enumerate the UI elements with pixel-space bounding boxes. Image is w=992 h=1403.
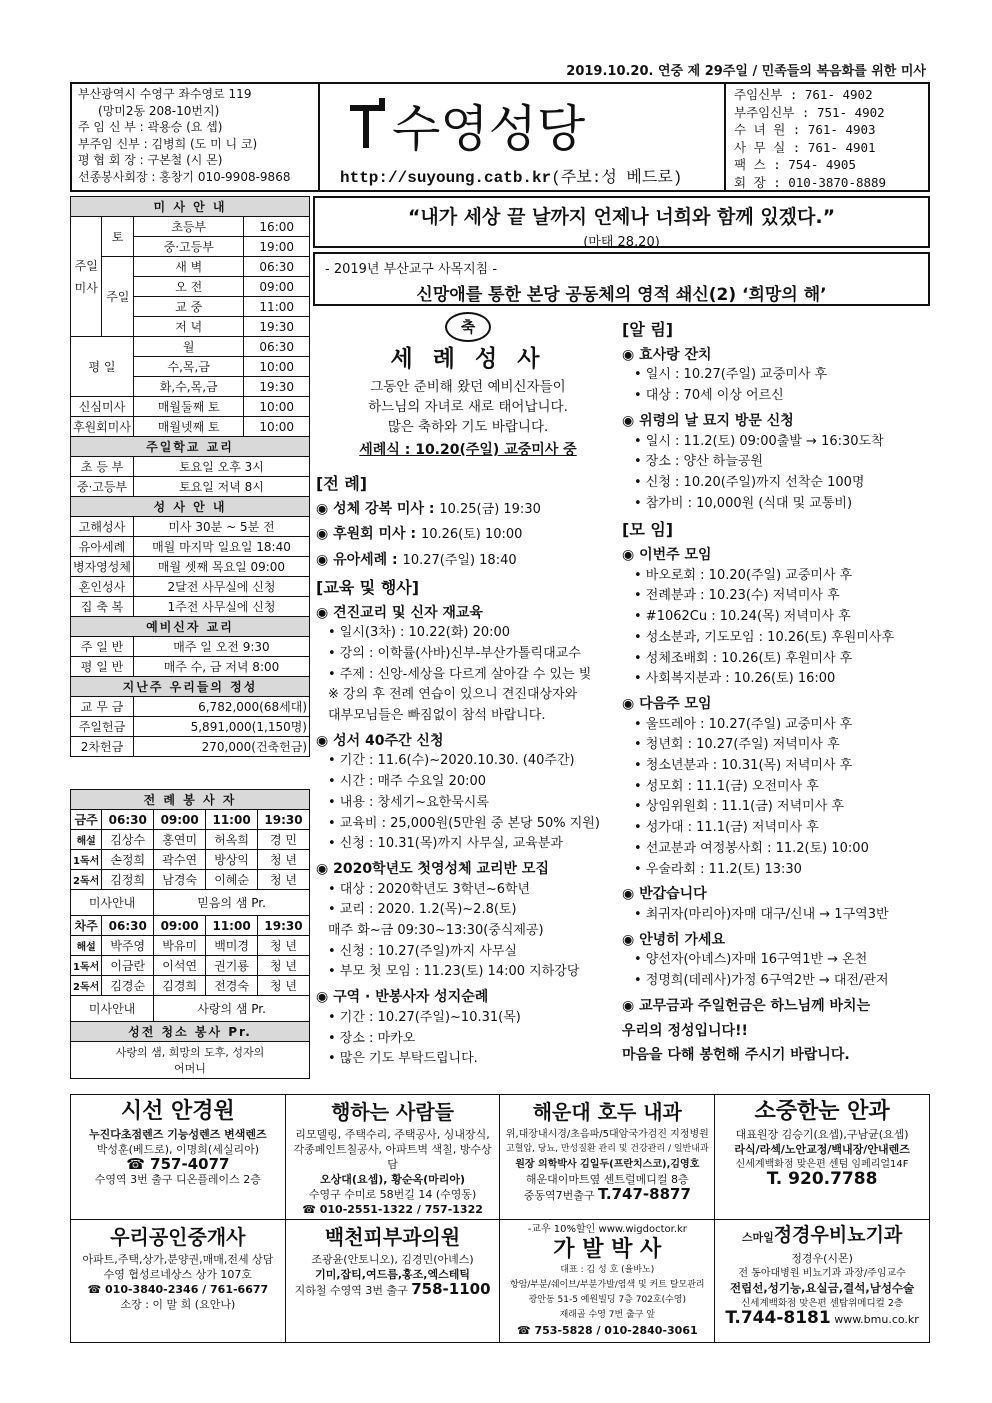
notice-item: • 상임위원회 : 11.1(금) 저녁미사 후 (634, 799, 844, 815)
quote-text: “내가 세상 끝 날까지 언제나 너희와 함께 있겠다.” (407, 206, 836, 228)
notice-title-text: ◉ 견진교리 및 신자 재교육 (316, 604, 483, 621)
ad-title: 소중한눈 안과 (754, 1099, 890, 1124)
server-time: 09:00 (154, 916, 206, 936)
sacrament-name: 혼인성사 (71, 577, 134, 597)
liturgy-servers (70, 789, 310, 1079)
notice-title (622, 545, 930, 566)
parish-info-line: (망미2동 208-10번지) (98, 103, 220, 118)
sacrament-name: 집 축 복 (71, 597, 134, 617)
guide-label: 미사안내 (71, 996, 154, 1022)
sacrament-name: 고해성사 (71, 517, 134, 537)
ad-line: 수영구 수미로 58번길 14 (수영동) (308, 1188, 477, 1201)
catechumen-title: 예비신자 교리 (71, 617, 310, 637)
mass-day: 매월넷째 토 (133, 417, 243, 437)
week-label: 금주 (71, 810, 102, 830)
notice-title-text: ◉ 교무금과 주일헌금은 하느님께 바치는 (622, 997, 871, 1014)
server-name: 박주영 (102, 936, 154, 956)
logo-text: 수영성당 (392, 100, 586, 158)
server-time: 11:00 (206, 916, 258, 936)
role: 2독서 (71, 976, 102, 996)
notice-title-text: ◉ 위령의 날 묘지 방문 신청 (622, 412, 794, 429)
ad-line: 정경우(시몬) (791, 1252, 853, 1265)
ad-title: 우리공인중개사 (110, 1225, 246, 1249)
ad-line: 조광윤(안토니오), 김경민(아녜스) (311, 1253, 474, 1266)
mass-time: 19:00 (244, 237, 310, 257)
offering-amount: 5,891,000(1,150명) (133, 717, 309, 737)
notice-item: • 많은 기도 부탁드립니다. (328, 1051, 478, 1067)
class-time: 토요일 오후 3시 (133, 457, 309, 477)
notice-item: • 최귀자(마리아)자매 대구/신내 → 1구역3반 (634, 906, 889, 922)
notice-title (622, 345, 930, 366)
notice-item: 대부모님들은 빠짐없이 참석 바랍니다. (328, 708, 546, 724)
mass-time: 10:00 (244, 417, 310, 437)
mass-name: 오 전 (133, 277, 243, 297)
offering-amount: 270,000(건축헌금) (133, 737, 309, 757)
ad-interior[interactable] (285, 1095, 500, 1220)
server-time: 19:30 (258, 810, 310, 830)
ad-line: 스마일 (741, 1231, 774, 1244)
servers-title: 전 례 봉 사 자 (71, 790, 310, 810)
sunday-mass-label: 주일미사 (71, 217, 102, 337)
saturday-label: 토 (102, 217, 133, 257)
parish-info-line: 부주임 신부 : 김병희 (도 미 니 코) (78, 136, 258, 151)
notice-item: • 주제 : 신앙-세상을 다르게 살아갈 수 있는 빛 (328, 666, 592, 682)
notice-title-text: ◉ 성체 강복 미사 : (316, 500, 440, 517)
mass-time: 09:00 (244, 277, 310, 297)
section-heading: [알 림] (622, 320, 674, 339)
quote-reference: (마태 28,20) (583, 235, 660, 250)
server-name: 남경숙 (154, 870, 206, 890)
notice-item: • 신청 : 10.27(주일)까지 사무실 (328, 943, 517, 959)
notice-title (316, 859, 616, 880)
right-notices (622, 314, 930, 1066)
ad-clinic[interactable] (500, 1095, 715, 1220)
ad-line: 신세계백화점 맞은편 센텀 임페리얼14F (735, 1159, 909, 1170)
mass-name: 수,목,금 (133, 357, 243, 377)
ad-line: 아파트,주택,상가,분양권,매매,전세 상담 (82, 1253, 274, 1266)
baptism-line: 하느님의 자녀로 새로 태어납니다. (368, 399, 568, 415)
ad-dermatology[interactable] (285, 1220, 500, 1343)
server-name: 박유미 (154, 936, 206, 956)
mass-day: 매월둘째 토 (133, 397, 243, 417)
ad-line: 수영역 3번 출구 디온플레이스 2층 (94, 1173, 261, 1186)
notice-title (622, 694, 930, 715)
guideline-heading: - 2019년 부산교구 사목지침 - (325, 262, 498, 277)
server-name: 경 민 (258, 830, 310, 850)
notice-item: • 장소 : 마카오 (328, 1030, 416, 1046)
ad-line: 항암/부분/쉐이브/부분가발/염색 및 커트 탈모관리 (510, 1280, 705, 1290)
ad-phone: T.747-8877 (597, 1185, 691, 1203)
notice-title (622, 1021, 930, 1042)
baptism-title: 세 례 성 사 (390, 346, 546, 372)
notice-item: • 정명희(데레사)가정 6구역2반 → 대전/관저 (634, 973, 889, 989)
sacrament-name: 병자영성체 (71, 557, 134, 577)
masthead (70, 82, 930, 192)
notice-detail: 10.25(금) 19:30 (439, 501, 541, 517)
role: 1독서 (71, 850, 102, 870)
class-time: 매주 수, 금 저녁 8:00 (133, 657, 309, 677)
ad-line: -교우 10%할인 www.wigdoctor.kr (527, 1224, 687, 1235)
ad-line: 라식/라섹/노안교정/백내장/안내렌즈 (734, 1143, 910, 1156)
pastoral-guideline (313, 252, 930, 306)
notice-item: • 대상 : 70세 이상 어르신 (634, 388, 784, 404)
sunday-school-title: 주일학교 교리 (71, 437, 310, 457)
server-name: 김정희 (102, 870, 154, 890)
mass-time: 10:00 (244, 357, 310, 377)
mass-time: 19:30 (244, 377, 310, 397)
ad-title: 시선 안경원 (120, 1099, 235, 1124)
server-name: 청 년 (258, 850, 310, 870)
role: 2독서 (71, 870, 102, 890)
server-time: 19:30 (258, 916, 310, 936)
notice-title-text: ◉ 구역 · 반봉사자 성지순례 (316, 989, 489, 1006)
server-time: 06:30 (102, 810, 154, 830)
role: 해설 (71, 830, 102, 850)
ad-line: 위,대장내시경/초음파/5대암국가검진 지정병원 (505, 1129, 709, 1140)
ad-phone: ☎ 010-3840-2346 / 761-6677 (87, 1283, 269, 1296)
ad-wig[interactable] (500, 1220, 715, 1343)
notice-title (622, 411, 930, 432)
parish-info-line: 주 임 신 부 : 곽용승 (요 셉) (78, 120, 223, 134)
notice-item: • 성모회 : 11.1(금) 오전미사 후 (634, 778, 819, 794)
contact-line: 수 녀 원 : 761- 4903 (734, 122, 876, 137)
ad-line: 원장 의학박사 김일두(프란치스코),김영호 (515, 1159, 700, 1170)
notice-title (622, 1045, 930, 1066)
notice-item: • 성체조배회 : 10.26(토) 후원미사 후 (634, 650, 853, 666)
notice-title-text: ◉ 성서 40주간 신청 (316, 732, 444, 749)
offering-amount: 6,782,000(68세대) (133, 697, 309, 717)
notice-title-text: ◉ 후원회 미사 : (316, 526, 421, 543)
website[interactable] (340, 164, 682, 187)
ad-phone: ☎ 753-5828 / 010-2840-3061 (516, 1324, 698, 1337)
notice-item: • 교육비 : 25,000원(5만원 중 본당 50% 지원) (328, 815, 600, 831)
notice-item: • 일시 : 10.27(주일) 교중미사 후 (634, 367, 828, 383)
parish-logo (332, 88, 712, 158)
mass-name: 후원회미사 (71, 417, 134, 437)
notice-item: • 참가비 : 10,000원 (식대 및 교통비) (634, 495, 853, 511)
notice-item: • 일시 : 11.2(토) 09:00출발 → 16:30도착 (634, 433, 884, 449)
class-time: 토요일 저녁 8시 (133, 477, 309, 497)
mass-name: 새 벽 (133, 257, 243, 277)
ad-urology[interactable] (715, 1220, 930, 1343)
mass-name: 화,수,목,금 (133, 377, 243, 397)
server-name: 방상익 (206, 850, 258, 870)
guide-group: 사랑의 샘 Pr. (154, 996, 310, 1022)
week-label: 차주 (71, 916, 102, 936)
mass-time: 06:30 (244, 337, 310, 357)
patron-saint: (주보:성 베드로) (551, 169, 683, 187)
notice-item: • 장소 : 양산 하늘공원 (634, 454, 764, 470)
notice-title-text: ◉ 안녕히 가세요 (622, 931, 726, 948)
notice-title-text: ◉ 유아세례 : (316, 552, 403, 569)
notice-item: • 시간 : 매주 수요일 20:00 (328, 774, 487, 790)
ad-line: 누진다초점렌즈 기능성렌즈 변색렌즈 (89, 1128, 267, 1141)
notice-title (316, 499, 616, 521)
sacrament-title: 성 사 안 내 (71, 497, 310, 517)
baptism-line: 많은 축하와 기도 바랍니다. (387, 419, 549, 435)
notice-title-text: 우리의 정성입니다!! (622, 1022, 748, 1039)
mass-name: 교 중 (133, 297, 243, 317)
server-name: 청 년 (258, 936, 310, 956)
section-heading: [교육 및 행사] (316, 577, 420, 597)
guideline-title: 신망애를 통한 본당 공동체의 영적 쇄신(2) ‘희망의 해’ (416, 285, 827, 305)
ad-title: 정경우비뇨기과 (773, 1224, 903, 1246)
mass-name: 초등부 (133, 217, 243, 237)
weekday-label: 평 일 (71, 337, 134, 397)
website-url[interactable]: http://suyoung.catb.kr (340, 169, 552, 187)
server-name: 김상수 (102, 830, 154, 850)
ad-phone: ☎ 010-2551-1322 / 757-1322 (302, 1203, 483, 1216)
server-name: 김경희 (154, 976, 206, 996)
ad-title: 해운대 호두 내과 (532, 1100, 682, 1124)
ad-title: 백천피부과의원 (324, 1225, 461, 1249)
ad-phone: ☎ 757-4077 (126, 1155, 230, 1173)
role: 해설 (71, 936, 102, 956)
server-name: 청 년 (258, 956, 310, 976)
mass-time: 10:00 (244, 397, 310, 417)
notice-title-text: 마음을 다해 봉헌해 주시기 바랍니다. (622, 1047, 850, 1064)
server-name: 이석연 (154, 956, 206, 976)
offering-name: 교 무 금 (71, 697, 134, 717)
ad-line: 고혈압, 당뇨, 만성질환 관리 및 건강관리 / 일반내과 (505, 1144, 709, 1154)
server-name: 권기룡 (206, 956, 258, 976)
ad-line: 기미,잡티,여드름,홍조,엑스테틱 (315, 1268, 470, 1281)
notice-detail: 10.27(주일) 18:40 (402, 553, 517, 569)
notice-title (622, 930, 930, 951)
notice-item: • 신청 : 10.31(목)까지 사무실, 교육분과 (328, 836, 563, 852)
notice-title (316, 603, 616, 624)
guide-label: 미사안내 (71, 890, 154, 916)
server-time: 09:00 (154, 810, 206, 830)
notice-item: • 대상 : 2020학년도 3학년~6학년 (328, 881, 531, 897)
mass-name: 월 (133, 337, 243, 357)
server-name: 홍연미 (154, 830, 206, 850)
offering-name: 2차헌금 (71, 737, 134, 757)
ad-line: 대표 : 김 성 호 (율바노) (560, 1265, 655, 1275)
offering-name: 주일헌금 (71, 717, 134, 737)
mass-title: 미 사 안 내 (71, 197, 310, 217)
server-name: 전경숙 (206, 976, 258, 996)
notice-title (622, 996, 930, 1017)
notice-item: • 선교분과 여정봉사회 : 11.2(토) 10:00 (634, 840, 869, 856)
notice-item: 매주 화~금 09:30~13:30(중식제공) (328, 923, 544, 939)
issue-date-line: 2019.10.20. 연중 제 29주일 / 민족들의 복음화를 위한 미사 (70, 60, 930, 84)
sidebar-schedule (70, 196, 310, 757)
ads-grid (70, 1094, 930, 1343)
mass-time: 06:30 (244, 257, 310, 277)
ad-line: 재래골 수영 7번 출구 앞 (559, 1310, 655, 1320)
class-name: 평 일 반 (71, 657, 134, 677)
contact-numbers (724, 84, 928, 190)
ad-phone: T. 920.7788 (766, 1169, 878, 1189)
mass-time: 19:30 (244, 317, 310, 337)
sacrament-info: 1주전 사무실에 신청 (133, 597, 309, 617)
contact-line: 주임신부 : 761- 4902 (734, 87, 873, 102)
ad-line: 리모델링, 주택수리, 주택공사, 싱내장식, (295, 1128, 490, 1141)
ad-website[interactable]: www.bmu.co.kr (834, 1313, 919, 1326)
class-time: 매주 일 오전 9:30 (133, 637, 309, 657)
parish-info-line: 선종봉사회장 : 홍창기 010-9908-9868 (78, 169, 291, 184)
notice-item: • 기간 : 11.6(수)~2020.10.30. (40주간) (328, 753, 575, 769)
notice-item: • 내용 : 창세기~요한묵시록 (328, 794, 489, 810)
notice-item: ※ 강의 후 전례 연습이 있으니 견진대상자와 (328, 687, 578, 703)
cleaning-groups: 사랑의 샘, 희망의 도후, 성자의 어머니 (71, 1042, 310, 1079)
notice-title-text: ◉ 다음주 모임 (622, 695, 712, 712)
ad-phone: 758-1100 (411, 1280, 491, 1298)
ad-line: 해운대이마트옆 센트럴메디컬 8층 (525, 1173, 689, 1186)
ad-line: 중동역7번출구 (523, 1189, 595, 1202)
class-name: 주 일 반 (71, 637, 134, 657)
ad-title: 가 발 박 사 (553, 1237, 662, 1262)
notice-item: • #1062Cu : 10.24(목) 저녁미사 후 (634, 609, 851, 625)
role: 1독서 (71, 956, 102, 976)
celebration-badge: 축 (445, 312, 491, 342)
ad-line: 광안동 51-5 예원빌딩 7층 702호(수영) (528, 1295, 687, 1305)
notice-item: • 사회복지분과 : 10.26(토) 16:00 (634, 671, 836, 687)
server-name: 청 년 (258, 870, 310, 890)
notice-item: • 청소년분과 : 10.31(목) 저녁미사 후 (634, 758, 853, 774)
notice-item: • 교리 : 2020. 1.2(목)~2.8(토) (328, 902, 517, 918)
contact-line: 부주임신부 : 751- 4902 (734, 104, 885, 120)
server-name: 백미경 (206, 936, 258, 956)
ad-line: 전립선,성기능,요실금,결석,남성수술 (730, 1281, 915, 1295)
sacrament-info: 매월 마지막 일요일 18:40 (133, 537, 309, 557)
notice-detail: 10.26(토) 10:00 (420, 527, 523, 543)
contact-line: 사 무 실 : 761- 4901 (734, 139, 876, 155)
mass-time: 11:00 (244, 297, 310, 317)
mass-time: 16:00 (244, 217, 310, 237)
ad-line: 대표원장 김승기(요셉),구남균(요셉) (735, 1128, 909, 1141)
parish-info-line: 부산광역시 수영구 좌수영로 119 (78, 87, 252, 101)
ad-line: 전 동아대병원 비뇨기과 과장/주임교수 (738, 1268, 906, 1279)
notice-item: • 우술라회 : 11.2(토) 13:30 (634, 861, 802, 877)
contact-line: 팩 스 : 754- 4905 (734, 157, 856, 172)
server-name: 청 년 (258, 976, 310, 996)
section-heading: [모 임] (622, 520, 674, 540)
baptism-date: 세례식 : 10.20(주일) 교중미사 중 (359, 442, 577, 458)
sacrament-info: 미사 30분 ~ 5분 전 (133, 517, 309, 537)
notice-title (316, 550, 616, 572)
ad-line: 소장 : 이 말 희 (요안나) (120, 1298, 236, 1311)
mass-name: 신심미사 (71, 397, 134, 417)
ad-line: 각종페인트칠공사, 아파트벽 색칠, 방수상담 (293, 1143, 492, 1171)
scripture-quote (313, 196, 930, 248)
notice-item: • 청년회 : 10.27(주일) 저녁미사 후 (634, 737, 840, 753)
ad-eye-clinic[interactable] (715, 1095, 930, 1220)
notice-item: • 일시(3차) : 10.22(화) 20:00 (328, 625, 511, 641)
notice-item: • 성가대 : 11.1(금) 저녁미사 후 (634, 820, 819, 836)
sacrament-name: 유아세례 (71, 537, 134, 557)
baptism-announcement (318, 312, 618, 462)
notice-title (622, 884, 930, 905)
notice-title-text: ◉ 2020학년도 첫영성체 교리반 모집 (316, 860, 549, 877)
mass-name: 저 녁 (133, 317, 243, 337)
ad-realestate[interactable] (71, 1220, 286, 1343)
notice-item: • 기간 : 10.27(주일)~10.31(목) (328, 1009, 521, 1025)
ad-line: 박성훈(베드로), 이명희(세실리아) (96, 1143, 259, 1156)
notice-title (316, 987, 616, 1008)
notice-item: • 양선자(아녜스)자매 16구역1반 → 온천 (634, 952, 868, 968)
server-name: 김경순 (102, 976, 154, 996)
ad-optician[interactable] (71, 1095, 286, 1220)
ad-line: 지하철 수영역 3번 출구 (294, 1284, 408, 1297)
server-name: 이혜순 (206, 870, 258, 890)
notice-title (316, 731, 616, 752)
server-name: 이금란 (102, 956, 154, 976)
notice-item: • 울뜨레아 : 10.27(주일) 교중미사 후 (634, 716, 853, 732)
notice-item: • 바오로회 : 10.20(주일) 교중미사 후 (634, 567, 853, 583)
baptism-line: 그동안 준비해 왔던 예비신자들이 (370, 379, 566, 395)
mass-name: 중·고등부 (133, 237, 243, 257)
section-heading: [전 례] (316, 474, 368, 493)
notice-title (316, 524, 616, 546)
ad-line: 수영 협성르네상스 상가 107호 (103, 1268, 253, 1281)
notice-item: • 신청 : 10.20(주일)까지 선착순 100명 (634, 474, 865, 490)
left-notices (316, 468, 616, 1070)
server-name: 허옥희 (206, 830, 258, 850)
guide-group: 믿음의 샘 Pr. (154, 890, 310, 916)
notice-title-text: ◉ 반갑습니다 (622, 886, 707, 903)
notice-item: • 강의 : 이학률(사바)신부-부산가톨릭대교수 (328, 645, 581, 661)
ad-phone: T.744-8181 (725, 1308, 831, 1328)
sunday-label: 주일 (102, 257, 133, 337)
cleaning-title: 성전 청소 봉사 Pr. (71, 1022, 310, 1042)
class-name: 중·고등부 (71, 477, 134, 497)
parish-info (72, 84, 320, 190)
server-name: 곽수연 (154, 850, 206, 870)
notice-item: • 전례분과 : 10.23(수) 저녁미사 후 (634, 588, 840, 604)
ad-title: 행하는 사람들 (331, 1100, 454, 1124)
server-time: 06:30 (102, 916, 154, 936)
ad-line: 오상대(요셉), 황순옥(마리아) (320, 1173, 466, 1186)
sacrament-info: 매월 셋째 목요일 09:00 (133, 557, 309, 577)
class-name: 초 등 부 (71, 457, 134, 477)
notice-item: • 성소분과, 기도모임 : 10.26(토) 후원미사후 (634, 629, 895, 645)
server-time: 11:00 (206, 810, 258, 830)
server-name: 손정희 (102, 850, 154, 870)
ad-line: 신세계백화점 맞은편 센탑위메디컬 2층 (741, 1298, 904, 1309)
notice-item: • 부모 첫 모임 : 11.23(토) 14:00 지하강당 (328, 964, 580, 980)
sacrament-info: 2달전 사무실에 신청 (133, 577, 309, 597)
contact-line: 회 장 : 010-3870-8889 (734, 174, 887, 190)
parish-info-line: 평 협 회 장 : 구본철 (시 몬) (78, 153, 223, 167)
notice-title-text: ◉ 효사랑 잔치 (622, 346, 712, 363)
notice-title-text: ◉ 이번주 모임 (622, 547, 712, 564)
offering-title: 지난주 우리들의 정성 (71, 677, 310, 697)
